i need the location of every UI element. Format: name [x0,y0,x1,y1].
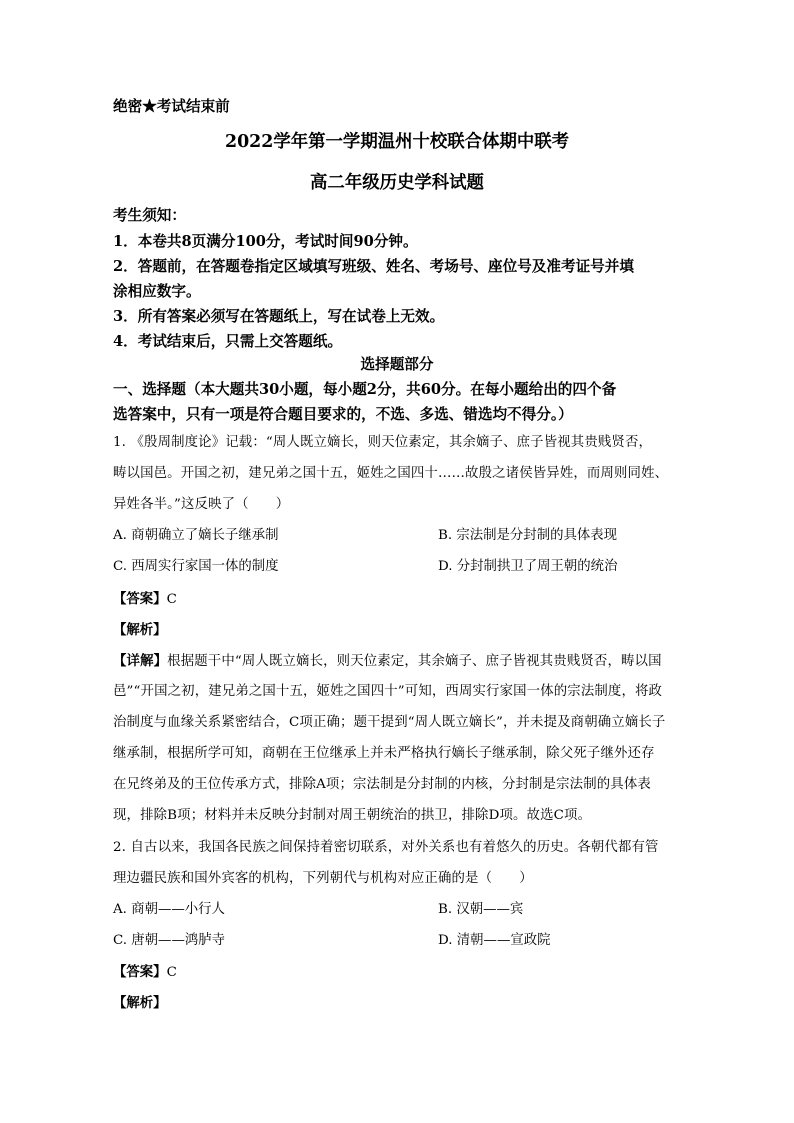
question-text: 畴以国邑。开国之初，建兄弟之国十五，姬姓之国四十……故殷之诸侯皆异姓，而周则同姓、 [113,466,669,481]
notice-item: 1．本卷共8页满分100分，考试时间90分钟。 [113,233,418,250]
notice-heading: 考生须知： [113,207,186,224]
notice-item: 涂相应数字。 [113,283,201,300]
detail-line [113,652,662,671]
exam-title: 2022学年第一学期温州十校联合体期中联考 [224,132,570,152]
answer-value: C [166,965,177,980]
analysis-label: 【解析】 [113,995,167,1011]
detail-line: 邑”“开国之初，建兄弟之国十五，姬姓之国四十”可知，西周实行家国一体的宗法制度，将政 [113,684,663,699]
option-b: B. 宗法制是分封制的具体表现 [438,528,618,543]
question-text: 1. 《殷周制度论》记载：“周人既立嫡长，则天位素定，其余嫡子、庶子皆视其贵贱贤否， [113,435,653,450]
section-instruction: 一、选择题（本大题共30小题，每小题2分，共60分。在每小题给出的四个备 [113,381,617,398]
answer-label: 【答案】 [113,591,167,607]
answer-label: 【答案】 [113,964,167,980]
notice-item: 4．考试结束后，只需上交答题纸。 [113,333,343,350]
option-a: A. 商朝——小行人 [113,902,225,917]
option-a: A. 商朝确立了嫡长子继承制 [113,528,279,543]
detail-text: 根据题干中“周人既立嫡长，则天位素定，其余嫡子、庶子皆视其贵贱贤否，畴以国 [167,654,662,669]
exam-subtitle: 高二年级历史学科试题 [310,173,484,193]
notice-item: 2．答题前，在答题卷指定区域填写班级、姓名、考场号、座位号及准考证号并填 [113,258,634,275]
question-text: 2. 自古以来，我国各民族之间保持着密切联系，对外关系也有着悠久的历史。各朝代都有管 [113,840,659,855]
notice-item: 3．所有答案必须写在答题纸上，写在试卷上无效。 [113,308,445,325]
detail-line: 继承制，根据所学可知，商朝在王位继承上并未严格执行嫡长子继承制，除父死子继外还存 [113,746,655,761]
detail-line: 现，排除B项；材料并未反映分封制对周王朝统治的拱卫，排除D项。故选C项。 [113,808,592,823]
answer-value: C [166,592,177,607]
option-d: D. 分封制拱卫了周王朝的统治 [438,559,618,574]
option-d: D. 清朝——宣政院 [438,933,551,948]
detail-label: 【详解】 [113,653,168,669]
option-c: C. 唐朝——鸿胪寺 [113,933,226,948]
question-text: 理边疆民族和国外宾客的机构，下列朝代与机构对应正确的是（ ） [113,871,533,886]
question-text: 异姓各半。”这反映了（ ） [113,497,290,512]
section-title: 选择题部分 [360,356,434,373]
confidential-label: 绝密★考试结束前 [113,98,230,115]
section-instruction: 选答案中，只有一项是符合题目要求的，不选、多选、错选均不得分。） [113,406,573,423]
detail-line: 治制度与血缘关系紧密结合，C项正确；题干提到“周人既立嫡长”，并未提及商朝确立嫡长子 [113,715,666,730]
answer-line [113,590,177,609]
option-c: C. 西周实行家国一体的制度 [113,559,279,574]
detail-line: 在兄终弟及的王位传承方式，排除A项；宗法制是分封制的内核，分封制是宗法制的具体表 [113,777,651,792]
option-b: B. 汉朝——宾 [438,902,524,917]
analysis-label: 【解析】 [113,622,167,638]
answer-line [113,963,177,982]
